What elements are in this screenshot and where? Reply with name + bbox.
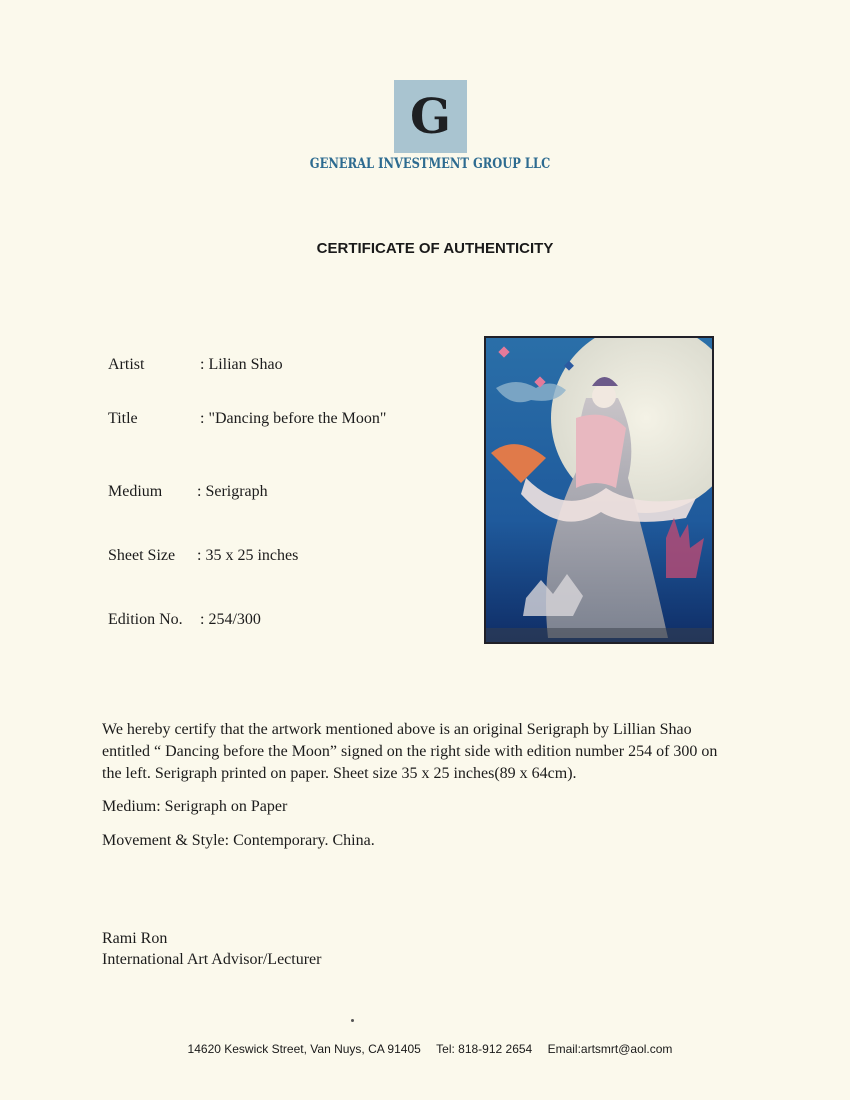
certificate-title: CERTIFICATE OF AUTHENTICITY <box>316 240 554 257</box>
sheet-size-value: : 35 x 25 inches <box>197 547 299 564</box>
certification-line-3: the left. Serigraph printed on paper. Sheet size 35 x 25 inches(89 x 64cm). <box>102 765 577 782</box>
signatory-name: Rami Ron <box>102 930 168 947</box>
footer-contact <box>120 1042 740 1056</box>
medium-value: : Serigraph <box>197 483 268 500</box>
sheet-size-label: Sheet Size <box>108 547 176 564</box>
signatory-role: International Art Advisor/Lecturer <box>102 951 322 968</box>
logo-letter: G <box>410 88 451 145</box>
footer-email: Email:artsmrt@aol.com <box>547 1042 673 1056</box>
edition-label: Edition No. <box>108 611 183 628</box>
decorative-dot <box>351 1019 354 1022</box>
certification-line-1: We hereby certify that the artwork mentioned above is an original Serigraph by Lillian Shao <box>102 721 692 738</box>
medium-label: Medium <box>108 483 163 500</box>
company-name: GENERAL INVESTMENT GROUP LLC <box>309 156 551 172</box>
company-logo <box>394 80 467 153</box>
artist-label: Artist <box>108 356 145 373</box>
footer-address: 14620 Keswick Street, Van Nuys, CA 91405 <box>187 1042 421 1056</box>
artist-value: : Lilian Shao <box>200 356 283 373</box>
edition-value: : 254/300 <box>200 611 261 628</box>
style-line: Movement & Style: Contemporary. China. <box>102 832 375 849</box>
title-value: : "Dancing before the Moon" <box>200 410 387 427</box>
artwork-image <box>484 336 714 644</box>
medium-line: Medium: Serigraph on Paper <box>102 798 288 815</box>
title-label: Title <box>108 410 138 427</box>
certification-paragraph <box>102 719 752 785</box>
certification-line-2: entitled “ Dancing before the Moon” signed on the right side with edition number 254 of 300 on <box>102 743 718 760</box>
footer-tel: Tel: 818-912 2654 <box>436 1042 533 1056</box>
